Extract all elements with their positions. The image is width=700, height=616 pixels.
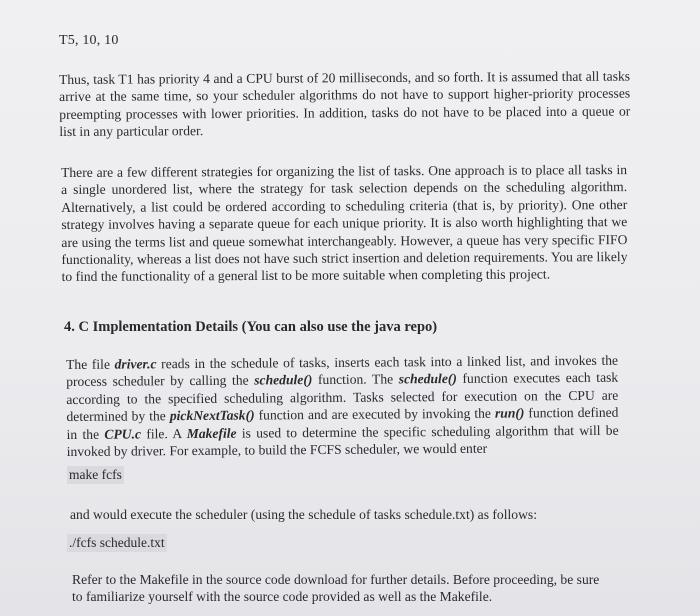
function-schedule: schedule() [254, 372, 313, 388]
code-snippet-make: make fcfs [69, 467, 122, 482]
filename-makefile: Makefile [186, 425, 237, 441]
section-heading: 4. C Implementation Details (You can also use the java repo) [64, 319, 438, 335]
paragraph-closing-note [72, 571, 602, 606]
function-picknexttask: pickNextTask() [169, 407, 255, 424]
execution-instruction-line: and would execute the scheduler (using the schedule of tasks schedule.txt) as follows: [70, 507, 537, 522]
paragraph-text: Refer to the Makefile in the source code download for further details. Before proceeding, be sure to familiarize yourself with the source code provided as well as the Makefile. [72, 572, 600, 605]
paragraph-text: Thus, task T1 has priority 4 and a CPU burst of 20 milliseconds, and so forth. It is assumed that all tasks arrive at the same time, so your scheduler algorithms do not have to support higher-priority processes preempting processes with lower priorities. In addition, tasks do not have to be placed into a queue or list in any particular order. [59, 68, 631, 140]
paragraph-task-priority [59, 68, 630, 141]
filename-cpu: CPU.c [104, 426, 142, 442]
paragraph-text: There are a few different strategies for organizing the list of tasks. One approach is to place all tasks in a single unordered list, where the strategy for task selection depends on the scheduling algorithm. Alternatively, a list could be ordered according to scheduling criteria (that is, by priority). One other strategy involves having a separate queue for each unique priority. It is also worth highlighting that we are using the terms list and queue somewhat interchangeably. However, a queue has very specific FIFO functionality, whereas a list does not have such strict insertion and deletion requirements. You are likely to find the functionality of a general list to be more suitable when completing this project. [61, 162, 628, 285]
filename-driver: driver.c [114, 356, 157, 372]
function-run: run() [494, 405, 525, 421]
code-snippet-run: ./fcfs schedule.txt [69, 535, 165, 550]
paragraph-list-strategies [61, 161, 628, 286]
task-list-line: T5, 10, 10 [59, 33, 119, 48]
paragraph-implementation-details [66, 352, 619, 461]
function-schedule: schedule() [398, 371, 457, 387]
paragraph-text: The file driver.c reads in the schedule of tasks, inserts each task into a linked list, and invokes the process scheduler by calling the schedule() function. The schedule() function executes each task according to the specified scheduling algorithm. Tasks selected for execution on the CPU are determined by the pickNextTask() function and are executed by invoking the run() function defined in the CPU.c file. A Makefile is used to determine the specific scheduling algorithm that will be invoked by driver. For example, to build the FCFS scheduler, we would enter [66, 352, 619, 460]
